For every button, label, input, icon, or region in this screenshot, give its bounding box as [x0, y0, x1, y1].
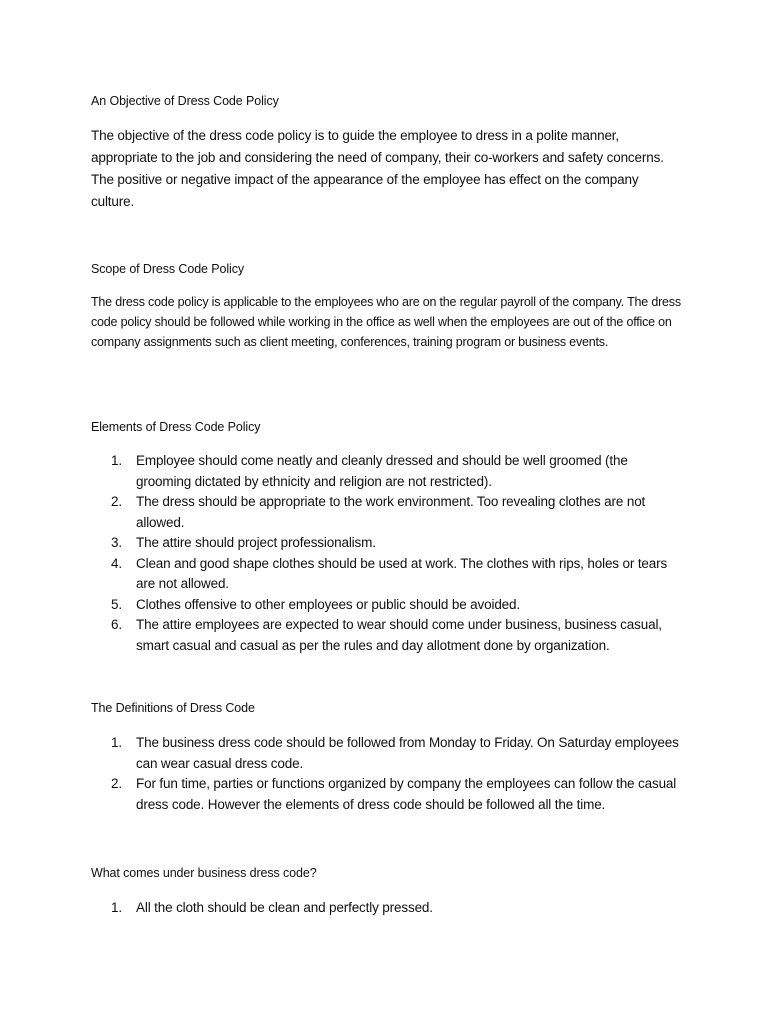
list-item: 5. Clothes offensive to other employees or public should be avoided.: [111, 596, 520, 612]
list-item: 6. The attire employees are expected to wear should come under business, business casual, smart casual and casual as per the rules and day allotment done by organization.: [111, 617, 662, 653]
list-item: 2. The dress should be appropriate to the work environment. Too revealing clothes are not allowed.: [111, 494, 646, 530]
objective-paragraph: The objective of the dress code policy is to guide the employee to dress in a polite manner, appropriate to the job and considering the need of company, their co-workers and safety concerns. The positive or negative impact of the appearance of the employee has effect on the company culture.: [91, 128, 664, 209]
list-item: 1. All the cloth should be clean and perfectly pressed.: [111, 900, 433, 915]
definitions-list: [91, 733, 681, 815]
list-item: 1. The business dress code should be followed from Monday to Friday. On Saturday employees can wear casual dress code.: [111, 735, 679, 771]
list-item: 4. Clean and good shape clothes should be used at work. The clothes with rips, holes or tears are not allowed.: [111, 555, 668, 591]
scope-paragraph: The dress code policy is applicable to the employees who are on the regular payroll of the company. The dress code policy should be followed while working in the office as well when the employees are out of the office on company assignments such as client meeting, conferences, training program or business events.: [91, 295, 681, 349]
elements-heading: Elements of Dress Code Policy: [91, 420, 261, 434]
definitions-heading: The Definitions of Dress Code: [91, 701, 255, 715]
business-heading: What comes under business dress code?: [91, 866, 317, 880]
elements-list: [91, 451, 681, 656]
list-item: 2. For fun time, parties or functions organized by company the employees can follow the casual dress code. However the elements of dress code should be followed all the time.: [111, 776, 677, 812]
list-item: 3. The attire should project professionalism.: [111, 535, 376, 550]
list-item: 1. Employee should come neatly and cleanly dressed and should be well groomed (the grooming dictated by ethnicity and religion are not restricted).: [111, 453, 628, 489]
business-list: [91, 898, 681, 919]
scope-heading: Scope of Dress Code Policy: [91, 262, 245, 276]
objective-heading: An Objective of Dress Code Policy: [91, 94, 279, 108]
